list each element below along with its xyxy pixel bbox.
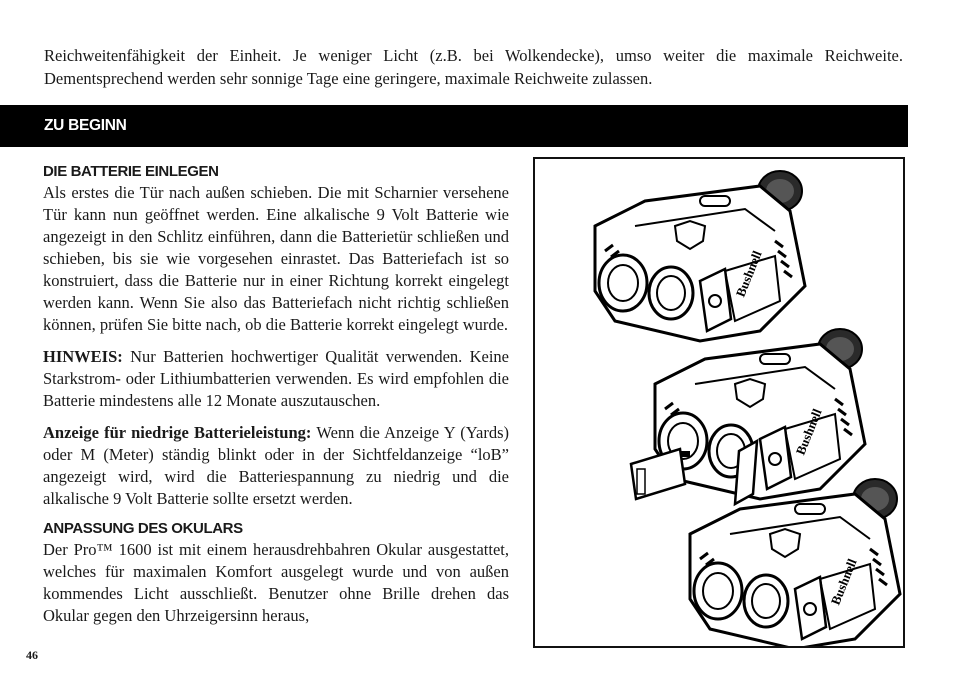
rangefinder-open-door bbox=[655, 329, 865, 504]
rangefinder-drawings bbox=[535, 159, 903, 646]
brand-label-1: Bushnell bbox=[732, 248, 765, 300]
page-number: 46 bbox=[26, 648, 38, 662]
note-label: HINWEIS: bbox=[43, 347, 123, 366]
note-text: Nur Batterien hochwertiger Qualität verwenden. Keine Starkstrom- oder Lithiumbatterien verwenden. Es wird empfohlen die Batterie mindestens alle 12 Monate auszutauschen. bbox=[43, 347, 510, 410]
text-column bbox=[43, 162, 509, 627]
eyepiece-paragraph: Der Pro™ 1600 ist mit einem herausdrehbahren Okular ausgestattet, welches für maximalen Komfort ausgelegt wurde und von außen kommendes Licht ausschließt. Benutzer ohne Brille drehen das Okular gegen den Uhrzeigersinn heraus, bbox=[43, 540, 509, 625]
battery-paragraph: Als erstes die Tür nach außen schieben. Die mit Scharnier versehene Tür kann nun geöffnet werden. Eine alkalische 9 Volt Batterie wie angezeigt in den Schlitz einführen, dann die Batterietür schließen und schieben, bis sie wie vorgesehen einrastet. Das Batteriefach ist so konstruiert, dass die Batterie nur in einer Richtung korrekt eingelegt werden kann. Wenn Sie also das Batteriefach nicht richtig schließen können, prüfen Sie bitte nach, ob die Batterie korrekt eingelegt wurde. bbox=[43, 183, 509, 334]
eyepiece-heading: ANPASSUNG DES OKULARS bbox=[43, 520, 243, 537]
section-header-bar bbox=[0, 105, 908, 147]
low-battery-paragraph bbox=[43, 422, 509, 510]
low-battery-text: Wenn die Anzeige Y (Yards) oder M (Meter) ständig blinkt oder in der Sichtfeldanzeige “loB” angezeigt wird, wird die Batteriespannung zu niedrig und die alkalische 9 Volt Batterie sollte ersetzt werden. bbox=[43, 423, 510, 508]
brand-label-2: Bushnell bbox=[792, 406, 825, 458]
section-title: ZU BEGINN bbox=[44, 117, 127, 134]
rangefinder-inserted bbox=[690, 479, 900, 646]
note-paragraph bbox=[43, 346, 509, 412]
intro-paragraph: Reichweitenfähigkeit der Einheit. Je weniger Licht (z.B. bei Wolkendecke), umso weiter die maximale Reichweite. Dementsprechend werden sehr sonnige Tage eine geringere, maximale Reichweite zulassen. bbox=[44, 46, 903, 88]
rangefinder-closed bbox=[595, 171, 805, 341]
low-battery-label: Anzeige für niedrige Batterieleistung: bbox=[43, 423, 312, 442]
battery-heading: DIE BATTERIE EINLEGEN bbox=[43, 163, 219, 180]
battery-illustration bbox=[533, 157, 905, 648]
brand-label-3: Bushnell bbox=[827, 556, 860, 608]
battery-9v bbox=[631, 449, 690, 499]
